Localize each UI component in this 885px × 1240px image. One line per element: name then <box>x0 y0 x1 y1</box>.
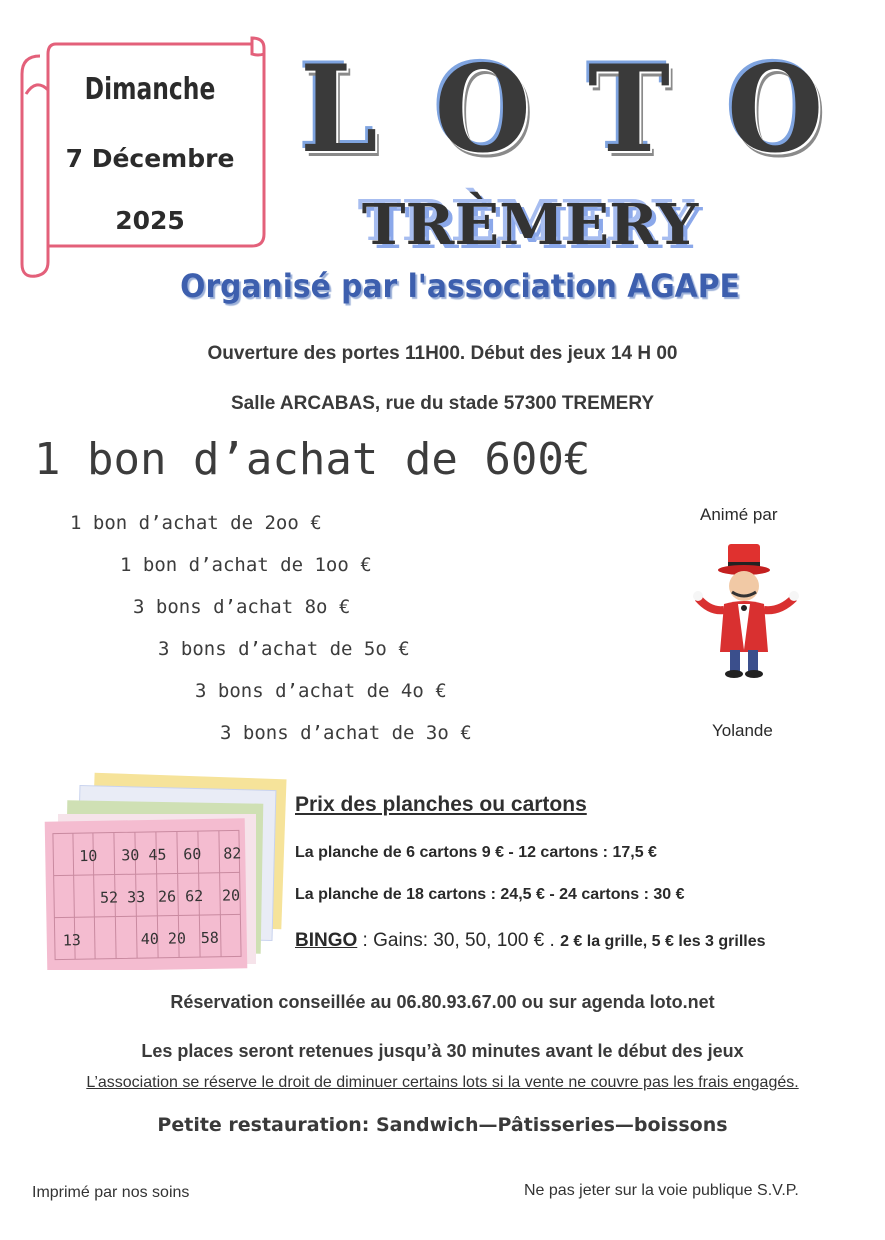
price-line-1: La planche de 6 cartons 9 € - 12 cartons : 17,5 € <box>295 844 657 861</box>
card-number: 26 62 <box>157 887 204 906</box>
opening-times: Ouverture des portes 11H00. Début des jeux 14 H 00 <box>207 343 678 364</box>
ringmaster-icon <box>690 540 810 680</box>
prize-item: 3 bons d’achat de 4o € <box>195 680 447 702</box>
event-day: Dimanche <box>84 72 216 107</box>
card-number: 10 <box>79 846 98 866</box>
organizer-line: Organisé par l'association AGAPE <box>180 267 740 305</box>
host-name: Yolande <box>712 721 773 740</box>
reservation-note: Réservation conseillée au 06.80.93.67.00 ou sur agenda loto.net <box>170 992 715 1012</box>
poster-title: LOTO <box>300 39 881 180</box>
prize-item: 3 bons d’achat de 3o € <box>220 722 472 744</box>
bingo-gains: : Gains: 30, 50, 100 € . <box>357 930 561 951</box>
prize-item: 1 bon d’achat de 1oo € <box>120 554 372 576</box>
printed-by: Imprimé par nos soins <box>32 1184 190 1201</box>
prize-item: 3 bons d’achat de 5o € <box>158 638 410 660</box>
no-litter-note: Ne pas jeter sur la voie publique S.V.P. <box>524 1182 799 1199</box>
card-number: 82 <box>223 844 242 863</box>
town-name: TRÈMERY <box>361 192 699 258</box>
card-number: 60 <box>183 845 202 864</box>
prices-heading: Prix des planches ou cartons <box>295 793 587 816</box>
event-date: 7 Décembre <box>65 144 235 173</box>
card-number: 40 20 <box>140 929 187 949</box>
prize-item: 1 bon d’achat de 2oo € <box>70 512 322 534</box>
main-prize: 1 bon d’achat de 600€ <box>34 434 591 485</box>
food-info: Petite restauration: Sandwich—Pâtisseries—boissons <box>157 1114 728 1136</box>
card-number: 13 <box>62 931 81 950</box>
card-number: 30 45 <box>121 845 167 865</box>
prize-item: 3 bons d’achat 8o € <box>133 596 351 618</box>
venue-address: Salle ARCABAS, rue du stade 57300 TREMERY <box>230 393 655 414</box>
card-number: 58 <box>200 928 219 948</box>
host-label: Animé par <box>700 505 778 524</box>
disclaimer: L’association se réserve le droit de diminuer certains lots si la vente ne couvre pas les frais engagés. <box>86 1074 799 1091</box>
card-number: 20 <box>221 886 241 905</box>
event-year: 2025 <box>115 206 185 235</box>
seat-hold-note: Les places seront retenues jusqu’à 30 minutes avant le début des jeux <box>141 1041 744 1061</box>
bingo-label: BINGO <box>295 930 358 951</box>
price-line-2: La planche de 18 cartons : 24,5 € - 24 cartons : 30 € <box>295 886 685 903</box>
bingo-line <box>295 930 766 952</box>
bingo-grid-price: 2 € la grille, 5 € les 3 grilles <box>560 933 766 950</box>
card-number: 52 33 <box>99 888 146 907</box>
bingo-cards-icon <box>40 770 290 970</box>
